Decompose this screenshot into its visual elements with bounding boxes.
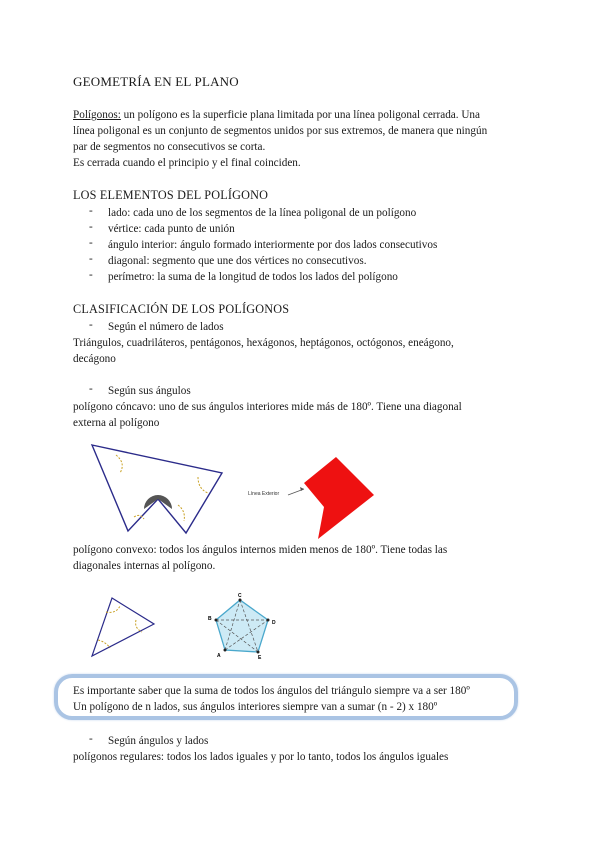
exterior-line-label: Línea Exterior [248, 491, 280, 497]
element-item-perimetro: perímetro: la suma de la longitud de todos los lados del polígono [108, 271, 398, 283]
bullet-dash: - [89, 205, 93, 217]
element-item-diagonal: diagonal: segmento que une dos vértices no consecutivos. [108, 255, 367, 267]
pentagon-shape [216, 600, 268, 652]
regular-polygons-text: polígonos regulares: todos los lados iguales y por lo tanto, todos los ángulos iguales [73, 751, 449, 763]
vertex-dot [267, 619, 270, 622]
angle-arc [98, 640, 110, 648]
bullet-dash: - [89, 253, 93, 265]
reflex-angle-mark [144, 495, 172, 509]
vertex-label-a: A [217, 653, 221, 659]
bullet-dash: - [89, 383, 93, 395]
vertex-label-d: D [272, 620, 276, 626]
triangle-outline [92, 598, 154, 656]
red-concave-polygon [304, 457, 374, 539]
angle-arc [198, 477, 208, 493]
bullet-dash: - [89, 733, 93, 745]
by-sides-angles-label: Según ángulos y lados [108, 735, 209, 747]
concave-text-2: externa al polígono [73, 417, 160, 429]
by-sides-label: Según el número de lados [108, 321, 224, 333]
intro-line-2: línea poligonal es un conjunto de segmentos unidos por sus extremos, de manera que ningún [73, 125, 488, 137]
intro-term: Polígonos: [73, 109, 121, 121]
element-item-lado: lado: cada uno de los segmentos de la línea poligonal de un polígono [108, 207, 417, 219]
concave-polygon-outline [92, 445, 222, 533]
element-item-angulo: ángulo interior: ángulo formado interiormente por dos lados consecutivos [108, 239, 438, 251]
vertex-label-e: E [258, 655, 262, 661]
note-line-1: Es importante saber que la suma de todos los ángulos del triángulo siempre va a ser 180º [73, 685, 470, 697]
note-line-2: Un polígono de n lados, sus ángulos interiores siempre van a sumar (n - 2) x 180º [73, 701, 438, 713]
bullet-dash: - [89, 221, 93, 233]
bullet-dash: - [89, 269, 93, 281]
vertex-dot [215, 619, 218, 622]
element-item-vertice: vértice: cada punto de unión [108, 223, 235, 235]
convex-text-1: polígono convexo: todos los ángulos internos miden menos de 180º. Tiene todas las [73, 544, 448, 556]
vertex-dot [224, 649, 227, 652]
by-angles-label: Según sus ángulos [108, 385, 191, 397]
red-concave-figure [246, 455, 376, 540]
concave-text-1: polígono cóncavo: uno de sus ángulos interiores mide más de 180º. Tiene una diagonal [73, 401, 462, 413]
vertex-label-c: C [238, 593, 242, 599]
elements-heading: LOS ELEMENTOS DEL POLÍGONO [73, 188, 269, 202]
bullet-dash: - [89, 237, 93, 249]
vertex-label-b: B [208, 616, 212, 622]
intro-line-1-text: un polígono es la superficie plana limitada por una línea poligonal cerrada. Una [120, 109, 480, 121]
intro-line-3: par de segmentos no consecutivos se corta. [73, 141, 266, 153]
concave-polygon-figure [86, 441, 226, 537]
by-sides-text-2: decágono [73, 353, 116, 365]
by-sides-text-1: Triángulos, cuadriláteros, pentágonos, hexágonos, heptágonos, octógonos, eneágono, [73, 337, 454, 349]
convex-text-2: diagonales internas al polígono. [73, 560, 216, 572]
intro-line-4: Es cerrada cuando el principio y el final coinciden. [73, 157, 301, 169]
pentagon-figure [208, 594, 284, 660]
classification-heading: CLASIFICACIÓN DE LOS POLÍGONOS [73, 302, 290, 316]
intro-line-1 [73, 107, 480, 123]
vertex-dot [257, 651, 260, 654]
bullet-dash: - [89, 319, 93, 331]
angle-arc [178, 505, 184, 521]
angle-arc [116, 455, 122, 473]
convex-triangle-figure [86, 596, 158, 660]
page-title: GEOMETRÍA EN EL PLANO [73, 74, 239, 89]
